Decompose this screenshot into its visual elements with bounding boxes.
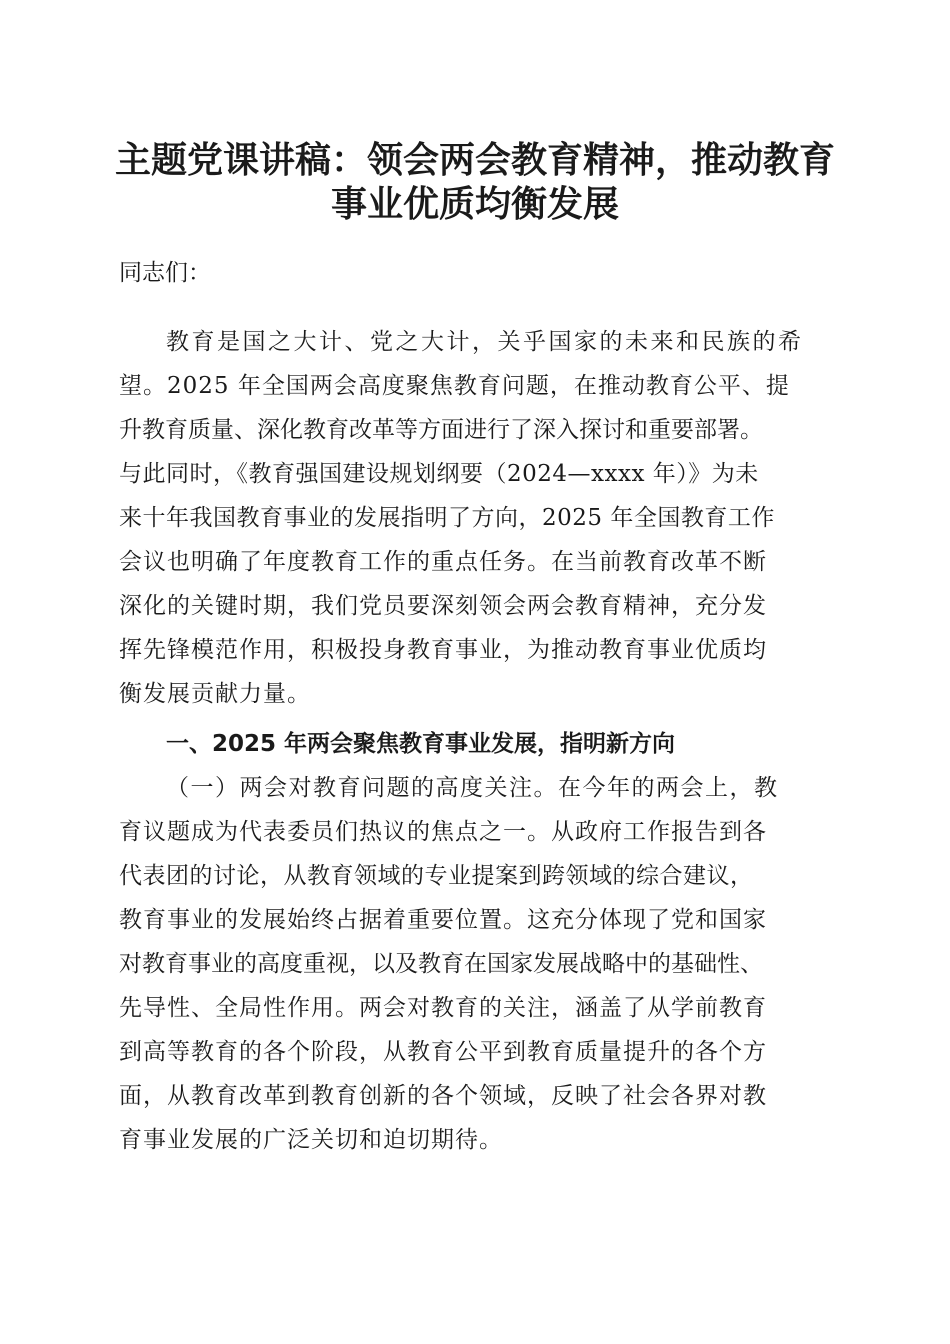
paragraph-line: 育事业发展的广泛关切和迫切期待。 (119, 1127, 503, 1153)
paragraph-line: （一）两会对教育问题的高度关注。在今年的两会上，教 (166, 775, 779, 801)
document-title-line-2: 事业优质均衡发展 (330, 183, 619, 225)
paragraph-line: 育议题成为代表委员们热议的焦点之一。从政府工作报告到各 (119, 819, 767, 845)
paragraph-line: 先导性、全局性作用。两会对教育的关注，涵盖了从学前教育 (119, 995, 767, 1021)
paragraph-line: 对教育事业的高度重视，以及教育在国家发展战略中的基础性、 (119, 951, 763, 977)
paragraph-line: 来十年我国教育事业的发展指明了方向，2025 年全国教育工作 (119, 505, 775, 531)
paragraph-line: 会议也明确了年度教育工作的重点任务。在当前教育改革不断 (119, 549, 767, 575)
paragraph-line: 教育是国之大计、党之大计，关乎国家的未来和民族的希 (166, 329, 804, 355)
paragraph-line: 升教育质量、深化教育改革等方面进行了深入探讨和重要部署。 (119, 417, 763, 443)
paragraph-line: 代表团的讨论，从教育领域的专业提案到跨领域的综合建议， (119, 863, 754, 889)
paragraph-line: 深化的关键时期，我们党员要深刻领会两会教育精神，充分发 (119, 593, 767, 619)
paragraph-line: 到高等教育的各个阶段，从教育公平到教育质量提升的各个方 (119, 1039, 767, 1065)
paragraph-line: 衡发展贡献力量。 (119, 681, 311, 707)
paragraph-line: 面，从教育改革到教育创新的各个领域，反映了社会各界对教 (119, 1083, 767, 1109)
section-heading: 一、2025 年两会聚焦教育事业发展，指明新方向 (166, 731, 676, 757)
paragraph-line: 望。2025 年全国两会高度聚焦教育问题，在推动教育公平、提 (119, 373, 790, 399)
document-title-line-1: 主题党课讲稿：领会两会教育精神，推动教育 (114, 139, 835, 181)
salutation: 同志们： (119, 260, 211, 286)
paragraph-line: 挥先锋模范作用，积极投身教育事业，为推动教育事业优质均 (119, 637, 767, 663)
paragraph-line: 教育事业的发展始终占据着重要位置。这充分体现了党和国家 (119, 907, 767, 933)
paragraph-line: 与此同时，《教育强国建设规划纲要（2024—xxxx 年）》为未 (119, 461, 759, 487)
